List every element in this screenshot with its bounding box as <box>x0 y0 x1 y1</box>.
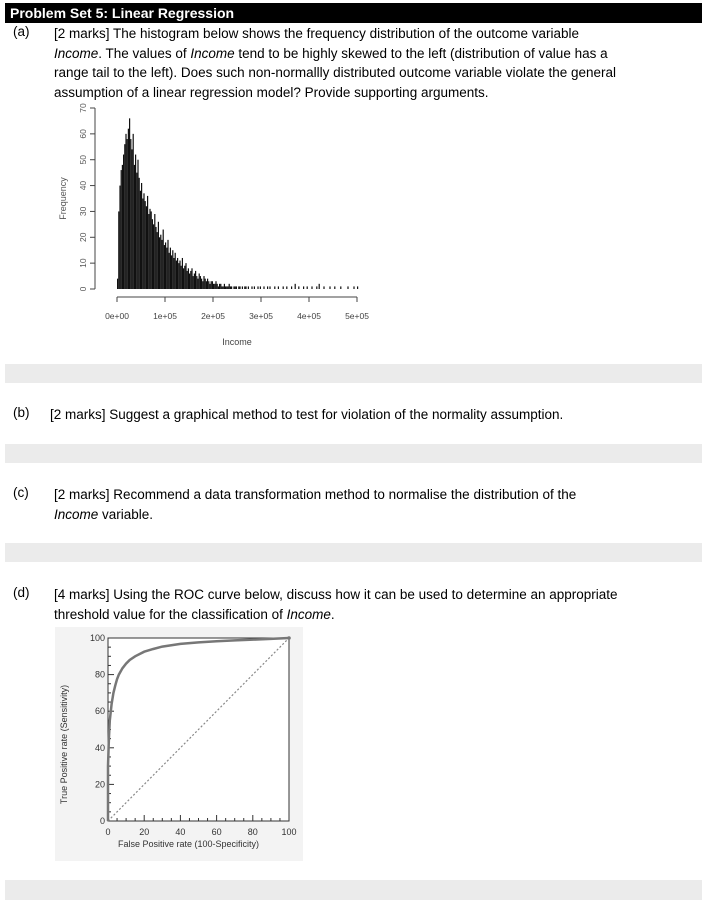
histogram-bar <box>184 266 185 289</box>
histogram-bar <box>142 199 143 290</box>
x-tick-label: 5e+05 <box>345 311 369 321</box>
histogram-bar <box>231 286 232 289</box>
histogram-bar <box>143 193 144 289</box>
histogram-bar <box>185 263 186 289</box>
histogram-bar <box>148 214 149 289</box>
roc-curve-chart <box>55 627 303 861</box>
y-tick-label: 40 <box>94 742 105 753</box>
y-tick-label: 20 <box>94 779 105 790</box>
histogram-bar <box>225 286 226 289</box>
histogram-bar <box>329 286 330 289</box>
histogram-bar <box>238 286 239 289</box>
histogram-bar <box>248 286 249 289</box>
question-a-line1: [2 marks] The histogram below shows the frequency distribution of the outcome variable <box>54 26 580 41</box>
histogram-bar <box>195 271 196 289</box>
histogram-bar <box>286 286 287 289</box>
histogram-bar <box>187 271 188 289</box>
histogram-bar <box>203 276 204 289</box>
histogram-bar <box>189 273 190 289</box>
histogram-bar <box>202 281 203 289</box>
histogram-bar <box>173 258 174 289</box>
histogram-bar <box>263 286 264 289</box>
histogram-bar <box>274 286 275 289</box>
y-tick-label: 0 <box>78 286 88 292</box>
y-tick-label: 20 <box>78 232 88 243</box>
histogram-bar <box>182 258 183 289</box>
histogram-bar <box>242 286 243 289</box>
roc-end-point <box>287 636 291 640</box>
x-tick-label: 0e+00 <box>105 311 129 321</box>
histogram-bar <box>307 286 308 289</box>
x-axis-label: Income <box>222 337 252 347</box>
histogram-bar <box>140 191 141 289</box>
histogram-bar <box>298 286 299 289</box>
histogram-bar <box>199 273 200 289</box>
histogram-bar <box>239 286 240 289</box>
y-tick-label: 70 <box>78 103 88 113</box>
question-b-label: (b) <box>13 405 30 420</box>
x-tick-label: 3e+05 <box>249 311 273 321</box>
x-tick-label: 40 <box>175 827 186 837</box>
histogram-bar <box>205 279 206 289</box>
x-tick-label: 2e+05 <box>201 311 225 321</box>
histogram-bar <box>133 134 134 289</box>
histogram-bar <box>130 139 131 289</box>
histogram-bar <box>136 173 137 289</box>
histogram-bar <box>137 160 138 289</box>
histogram-bar <box>188 268 189 289</box>
histogram-bar <box>207 279 208 289</box>
histogram-bar <box>291 286 292 289</box>
histogram-bar <box>154 214 155 289</box>
income-histogram <box>55 103 385 358</box>
histogram-bar <box>217 284 218 289</box>
histogram-bar <box>157 232 158 289</box>
histogram-bar <box>159 237 160 289</box>
histogram-bar <box>145 201 146 289</box>
histogram-bar <box>213 284 214 289</box>
histogram-bar <box>124 144 125 289</box>
histogram-bar <box>340 286 341 289</box>
x-tick-label: 80 <box>247 827 258 837</box>
histogram-bar <box>209 284 210 289</box>
answer-area-c[interactable] <box>5 543 702 562</box>
histogram-bar <box>125 134 126 289</box>
y-tick-label: 100 <box>89 633 105 643</box>
histogram-bar <box>230 286 231 289</box>
histogram-bar <box>295 284 296 289</box>
histogram-bar <box>224 284 225 289</box>
histogram-bar <box>260 286 261 289</box>
histogram-bar <box>177 258 178 289</box>
x-tick-label: 4e+05 <box>297 311 321 321</box>
histogram-bar <box>316 286 317 289</box>
histogram-bar <box>123 155 124 289</box>
histogram-bar <box>147 196 148 289</box>
histogram-bar <box>212 281 213 289</box>
question-d-line1: [4 marks] Using the ROC curve below, discuss how it can be used to determine an appropriate <box>54 587 618 602</box>
question-d-line2: threshold value for the classification of Income. <box>54 606 335 622</box>
histogram-bar <box>254 286 255 289</box>
histogram-bar <box>235 286 236 289</box>
histogram-bar <box>127 139 128 289</box>
histogram-bar <box>118 211 119 289</box>
question-a-line2: Income. The values of Income tend to be highly skewed to the left (distribution of value has a <box>54 45 608 61</box>
histogram-bar <box>178 263 179 289</box>
histogram-bar <box>311 286 312 289</box>
histogram-bar <box>146 206 147 289</box>
histogram-bar <box>155 227 156 289</box>
histogram-bar <box>233 286 234 289</box>
histogram-bar <box>194 273 195 289</box>
histogram-bar <box>196 276 197 289</box>
histogram-bar <box>208 281 209 289</box>
histogram-bar <box>218 286 219 289</box>
histogram-bar <box>278 286 279 289</box>
histogram-bar <box>221 286 222 289</box>
histogram-bar <box>135 155 136 289</box>
histogram-bar <box>170 248 171 289</box>
histogram-bar <box>200 276 201 289</box>
question-d-text <box>54 585 699 624</box>
histogram-bar <box>152 219 153 289</box>
answer-area-d[interactable] <box>5 880 702 900</box>
histogram-bar <box>139 178 140 289</box>
histogram-bar <box>323 286 324 289</box>
histogram-bar <box>191 268 192 289</box>
y-tick-label: 60 <box>78 129 88 139</box>
histogram-bar <box>134 165 135 289</box>
histogram-bar <box>190 271 191 289</box>
x-axis-label: False Positive rate (100-Specificity) <box>117 839 260 849</box>
y-axis-label: Frequency <box>58 177 68 220</box>
question-c-text <box>54 485 699 524</box>
histogram-bar <box>158 222 159 289</box>
x-tick-label: 20 <box>139 827 150 837</box>
histogram-bar <box>229 284 230 289</box>
histogram-bar <box>172 250 173 289</box>
histogram-bar <box>206 281 207 289</box>
histogram-bar <box>214 284 215 289</box>
histogram-bar <box>129 118 130 289</box>
y-tick-label: 60 <box>94 706 105 717</box>
histogram-bar <box>164 245 165 289</box>
histogram-bar <box>244 286 245 289</box>
histogram-bar <box>128 129 129 289</box>
histogram-bar <box>122 165 123 289</box>
histogram-bar <box>215 281 216 289</box>
y-tick-label: 40 <box>78 180 88 191</box>
histogram-bar <box>163 230 164 289</box>
question-d-label: (d) <box>13 585 30 600</box>
histogram-bar <box>236 286 237 289</box>
histogram-bar <box>149 209 150 289</box>
y-axis-label: True Positive rate (Sensitivity) <box>59 684 69 805</box>
question-a-label: (a) <box>13 24 30 39</box>
histogram-bar <box>141 183 142 289</box>
histogram-bar <box>171 255 172 289</box>
histogram-bar <box>347 286 348 289</box>
histogram-bar <box>167 240 168 289</box>
histogram-bar <box>211 281 212 289</box>
histogram-bar <box>165 242 166 289</box>
histogram-bar <box>179 261 180 289</box>
histogram-bar <box>181 266 182 289</box>
histogram-bar <box>160 235 161 289</box>
histogram-bar <box>153 224 154 289</box>
histogram-bar <box>257 286 258 289</box>
x-tick-label: 100 <box>281 827 297 837</box>
histogram-bar <box>269 286 270 289</box>
histogram-bar <box>267 286 268 289</box>
question-c-line1: [2 marks] Recommend a data transformation method to normalise the distribution of the <box>54 487 577 502</box>
histogram-bar <box>193 276 194 289</box>
x-tick-label: 1e+05 <box>153 311 177 321</box>
histogram-bar <box>226 286 227 289</box>
histogram-bar <box>131 149 132 289</box>
answer-area-b[interactable] <box>5 444 702 463</box>
histogram-bar <box>161 240 162 289</box>
y-tick-label: 10 <box>78 258 88 268</box>
question-b-text: [2 marks] Suggest a graphical method to test for violation of the normality assumption. <box>50 407 564 422</box>
answer-area-a[interactable] <box>5 364 702 383</box>
histogram-bar <box>353 286 354 289</box>
histogram-bar <box>166 248 167 289</box>
histogram-bar <box>119 186 120 289</box>
histogram-bar <box>169 253 170 289</box>
histogram-bar <box>283 286 284 289</box>
histogram-bar <box>334 286 335 289</box>
histogram-bar <box>245 286 246 289</box>
y-tick-label: 50 <box>78 154 88 165</box>
question-c-label: (c) <box>13 485 29 500</box>
question-c-line2: Income variable. <box>54 506 154 522</box>
histogram-bar <box>319 284 320 289</box>
page-title: Problem Set 5: Linear Regression <box>5 3 702 23</box>
histogram-bar <box>227 286 228 289</box>
question-a-line4: assumption of a linear regression model? Provide supporting arguments. <box>54 84 489 100</box>
question-a-line3: range tail to the left). Does such non-normallly distributed outcome variable violate the general <box>54 65 617 80</box>
histogram-bar <box>183 268 184 289</box>
histogram-bar <box>175 253 176 289</box>
histogram-bar <box>357 286 358 289</box>
histogram-bar <box>176 261 177 289</box>
y-tick-label: 80 <box>94 669 105 680</box>
y-tick-label: 30 <box>78 206 88 217</box>
histogram-bar <box>220 284 221 289</box>
histogram-bar <box>117 279 118 289</box>
x-tick-label: 0 <box>105 827 111 837</box>
histogram-bar <box>251 286 252 289</box>
y-tick-label: 0 <box>99 816 105 826</box>
histogram-bar <box>223 286 224 289</box>
question-a-text <box>54 24 699 102</box>
histogram-bar <box>197 279 198 289</box>
histogram-bar <box>303 286 304 289</box>
histogram-bar <box>151 211 152 289</box>
histogram-bar <box>219 284 220 289</box>
x-tick-label: 60 <box>211 827 222 837</box>
histogram-bar <box>121 170 122 289</box>
histogram-bar <box>201 279 202 289</box>
